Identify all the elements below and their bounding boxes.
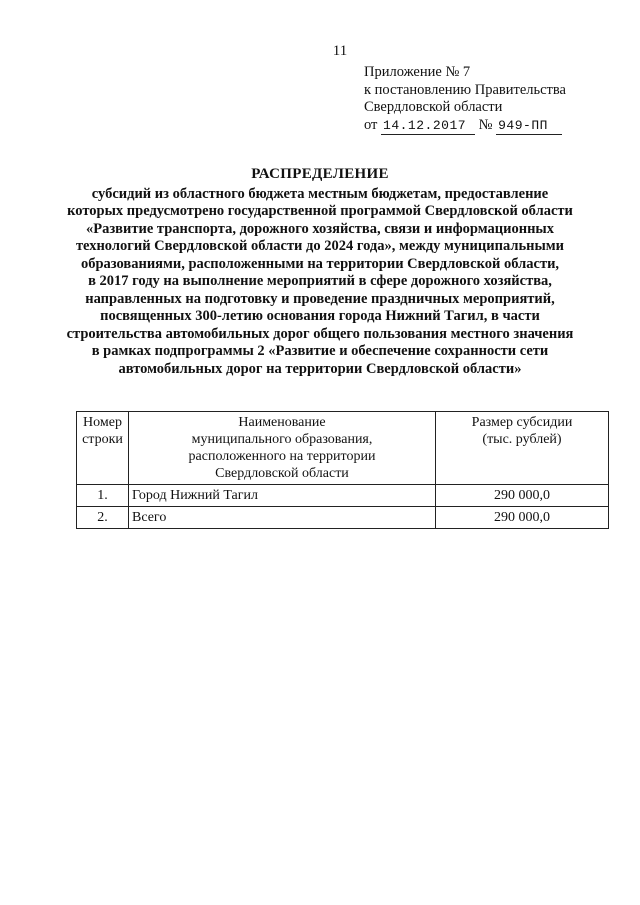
heading-line: направленных на подготовку и проведение праздничных мероприятий,	[85, 290, 555, 307]
heading-line: посвященных 300-летию основания города Нижний Тагил, в части	[100, 308, 540, 324]
resolution-number: 949-ПП	[496, 117, 562, 136]
header-text: строки	[82, 432, 123, 447]
date-prefix: от	[364, 116, 378, 133]
table-row	[77, 507, 609, 529]
header-text: (тыс. рублей)	[482, 432, 562, 447]
heading-line: строительства автомобильных дорог общего пользования местного значения	[66, 325, 574, 342]
row-number-cell: 2.	[77, 507, 129, 529]
heading-line: технологий Свердловской области до 2024 года», между муниципальными	[75, 238, 565, 254]
header-text: муниципального образования,	[191, 432, 373, 447]
heading-line: в рамках подпрограммы 2 «Развитие и обеспечение сохранности сети	[91, 343, 549, 359]
header-text: Наименование	[238, 415, 326, 430]
amount-cell: 290 000,0	[436, 507, 609, 529]
number-prefix: №	[478, 116, 493, 133]
heading-line: образованиями, расположенными на территории Свердловской области,	[80, 255, 560, 272]
heading-line: в 2017 году на выполнение мероприятий в сфере дорожного хозяйства,	[88, 273, 552, 289]
header-text: расположенного на территории	[188, 449, 376, 464]
annex-title: Приложение № 7	[364, 64, 471, 80]
page-number: 11	[332, 43, 348, 59]
document-heading	[40, 166, 600, 378]
municipality-cell: Город Нижний Тагил	[129, 485, 436, 507]
resolution-date: 14.12.2017	[381, 117, 475, 136]
amount-cell: 290 000,0	[436, 485, 609, 507]
municipality-cell: Всего	[129, 507, 436, 529]
header-row-number	[77, 412, 129, 485]
header-text: Номер	[83, 415, 122, 430]
table-row	[77, 485, 609, 507]
header-text: Размер субсидии	[471, 415, 573, 430]
document-title: РАСПРЕДЕЛЕНИЕ	[251, 166, 389, 182]
header-subsidy-amount	[436, 412, 609, 485]
heading-line: автомобильных дорог на территории Свердловской области»	[118, 360, 522, 377]
heading-line: которых предусмотрено государственной программой Свердловской области	[67, 203, 573, 219]
header-text: Свердловской области	[215, 466, 349, 481]
header-municipality-name	[129, 412, 436, 485]
heading-line: «Развитие транспорта, дорожного хозяйства, связи и информационных	[85, 220, 554, 237]
annex-resolution-line: к постановлению Правительства	[364, 81, 566, 98]
annex-block	[364, 64, 634, 135]
annex-region-line: Свердловской области	[364, 99, 503, 115]
table-header-row	[77, 412, 609, 485]
distribution-table	[76, 411, 609, 529]
heading-line: субсидий из областного бюджета местным бюджетам, предоставление	[91, 185, 549, 202]
row-number-cell: 1.	[77, 485, 129, 507]
annex-date-number-line	[364, 117, 634, 136]
